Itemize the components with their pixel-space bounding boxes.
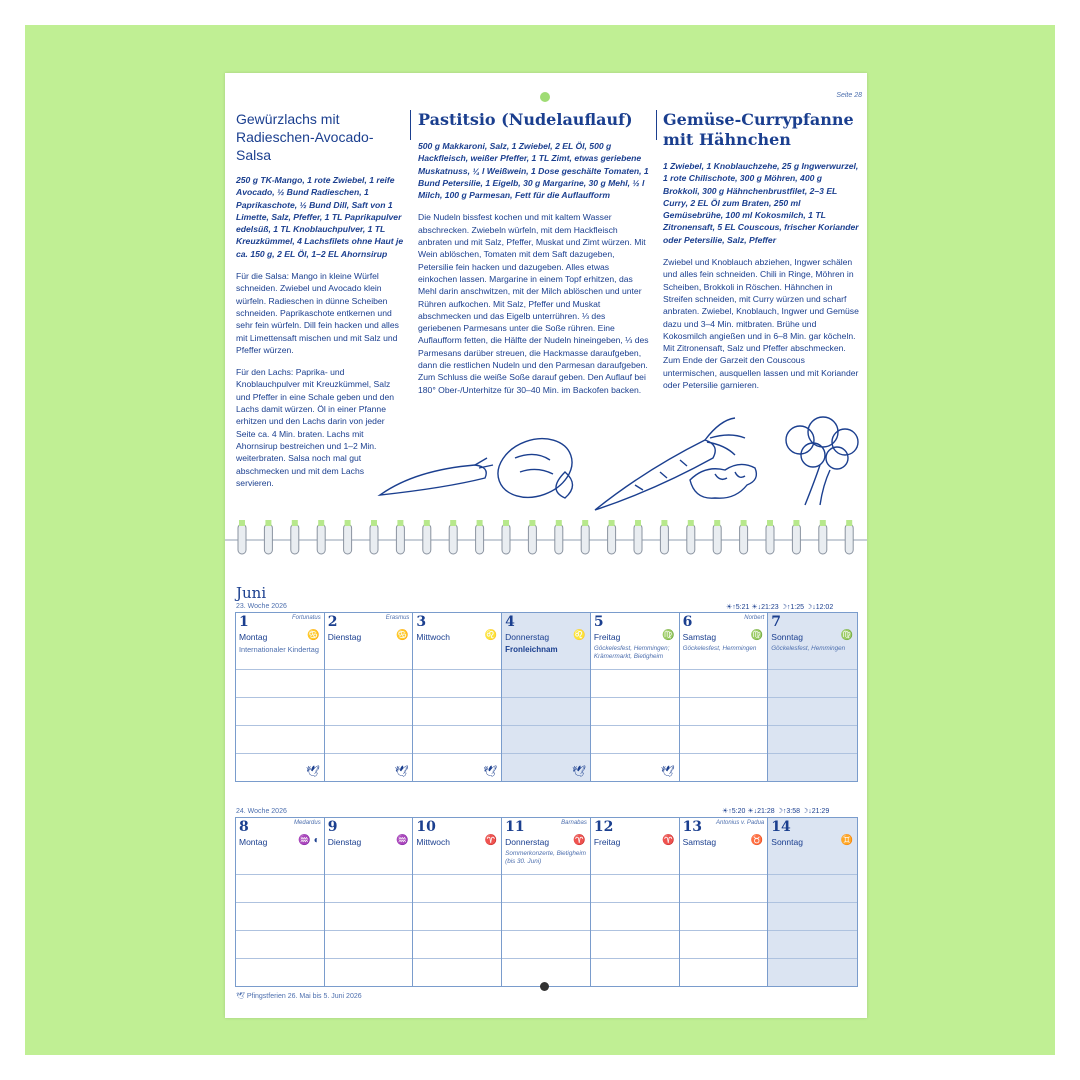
writing-line [768,874,857,875]
column-divider [410,110,411,140]
event-note: Göckelesfest, Hemmingen [682,645,757,652]
writing-line [236,725,324,726]
writing-line [680,669,768,670]
writing-line [768,725,857,726]
writing-line [768,697,857,698]
weekday-name: Freitag [593,837,621,847]
weekday-name: Mittwoch [416,837,450,847]
day-number: 5 [593,614,604,630]
writing-line [325,874,413,875]
spiral-ring [528,524,536,554]
event-note: Internationaler Kindertag [239,645,319,654]
binding-slot [424,520,430,526]
zodiac-icon: ♋ [395,630,409,641]
event-note: Sommerkonzerte, Bietigheim (bis 30. Juni) [505,850,586,865]
parsnip-drawing [380,458,493,495]
writing-line [591,902,679,903]
writing-line [502,669,590,670]
writing-line [325,753,413,754]
day-number: 6 [682,614,693,630]
zodiac-icon: ♈ [484,835,498,846]
zodiac-icon: ♒ [395,835,409,846]
zodiac-icon: ♈ [662,835,675,846]
writing-line [680,697,768,698]
spiral-ring [317,524,325,554]
spiral-ring [555,524,563,554]
writing-line [768,669,857,670]
bird-icon: 🕊 [236,993,247,1000]
day-number: 13 [682,819,703,835]
spiral-ring [396,524,404,554]
weekday-name: Sonntag [771,632,803,642]
writing-line [325,725,413,726]
spiral-ring [608,524,616,554]
recipe-title: Pastitsio (Nudelauflauf) [418,110,633,129]
spiral-ring [291,524,299,554]
weekday-name: Montag [239,837,268,847]
sun-moon-times: ☀↑5:21 ☀↓21:23 ☽↑1:25 ☽↓12:02 [726,604,834,611]
writing-line [680,902,768,903]
zodiac-icon: ♍ [840,630,853,641]
binding-slot [846,520,852,526]
writing-line [325,958,413,959]
writing-line [680,753,768,754]
writing-line [236,697,324,698]
writing-line [236,930,324,931]
recipe-step: Die Nudeln bissfest kochen und mit kaltem Wasser abschrecken. Zwiebeln würfeln, mit dem Hackfleisch anbraten und mit Salz, Pfeffer, Muskat und Zimt würzen. Mit Wein ablöschen, Tomaten mit dem Saft dazugeben, Petersilie fein hacken und dazugeben. Alles etwas einkochen lassen. Margarine in einem Topf erhitzen, das Mehl darin anschwitzen, mit der Milch ablöschen und unter Rühren aufkochen. Mit Salz, Pfeffer und Muskat abschmecken und das Eigelb unterrühren. ⅓ des geriebenen Parmesans unter die Soße rühren. Eine Auflaufform fetten, die Hälfte der Nudeln hineingeben, ⅓ des Parmesans darüber streuen, die Hackmasse daraufgeben, dann die restlichen Nudeln und den Parmesan daraufgeben. Zum Schluss die weiße Soße darauf geben. Den Auflauf bei 180° Ober-/Unterhitze für 30–40 Min. im Backofen backen. [418,212,649,395]
day-cell[interactable] [680,613,769,781]
binding-slot [345,520,351,526]
writing-line [413,753,501,754]
binding-slot [529,520,535,526]
day-number: 10 [416,819,436,835]
binding-slot [503,520,509,526]
recipe-title: Gemüse-Currypfanne mit Hähnchen [663,110,854,149]
school-holiday-bird-icon: 🕊 [660,766,675,778]
writing-line [413,930,501,931]
month-title: Juni [236,584,267,602]
writing-line [413,725,501,726]
saint-name: Norbert [744,615,765,621]
week-grid [235,612,858,782]
writing-line [236,874,324,875]
event-note: Göckelesfest, Hemmingen [771,645,846,652]
carrot-drawing [595,418,745,510]
writing-line [325,902,413,903]
day-cell[interactable] [502,613,591,781]
week-label: 24. Woche 2026 [236,808,287,815]
zodiac-icon: ♋ [307,630,320,641]
writing-line [413,697,501,698]
spiral-ring [819,524,827,554]
day-number: 3 [416,614,427,630]
day-number: 1 [239,614,249,630]
writing-line [413,958,501,959]
writing-line [236,902,324,903]
day-cell[interactable] [768,818,857,986]
day-cell[interactable] [680,818,769,986]
binding-slot [371,520,377,526]
saint-name: Erasmus [385,615,410,621]
writing-line [325,669,413,670]
binding-slot [292,520,298,526]
school-holiday-bird-icon: 🕊 [571,766,586,778]
binding-slot [582,520,588,526]
zodiac-icon: ♈ [573,835,586,846]
binding-slot [450,520,456,526]
zodiac-icon: ♍ [750,630,764,641]
spiral-ring [502,524,510,554]
binding-slot [318,520,324,526]
writing-line [680,958,768,959]
writing-line [236,958,324,959]
binding-slot [556,520,562,526]
school-holiday-bird-icon: 🕊 [483,766,498,778]
vegetable-illustration [375,410,865,515]
writing-line [502,930,590,931]
day-cell[interactable] [413,613,502,781]
weekday-name: Donnerstag [505,632,550,642]
binding-slot [820,520,826,526]
spiral-ring [740,524,748,554]
binding-slot [714,520,720,526]
binding-slot [609,520,615,526]
lemon-drawing [490,429,581,508]
spiral-ring [238,524,246,554]
day-number: 9 [327,819,338,835]
week-label: 23. Woche 2026 [236,603,287,610]
saint-name: Fortunatus [292,615,321,621]
day-number: 8 [239,819,249,835]
day-cell[interactable] [768,613,857,781]
recipe-ingredients: 250 g TK-Mango, 1 rote Zwiebel, 1 reife Avocado, ½ Bund Radieschen, 1 Paprikaschote, ½ Bund Dill, Saft von 1 Limette, Salz, Pfeffer, 1 TL Paprikapulver edelsüß, 1 TL Knoblauchpulver, 1 TL Kreuzkümmel, 4 Lachsfilets ohne Haut je ca. 150 g, 2 EL Öl, 1–2 EL Ahornsirup [236,175,404,259]
hanging-hole [540,92,550,102]
spiral-ring [264,524,272,554]
weekday-name: Samstag [682,632,717,642]
writing-line [236,669,324,670]
day-cell[interactable] [591,818,680,986]
writing-line [502,958,590,959]
spiral-ring [713,524,721,554]
day-number: 7 [771,614,782,630]
binding-slot [741,520,747,526]
spiral-ring [423,524,431,554]
writing-line [768,930,857,931]
writing-line [236,753,324,754]
recipe-ingredients: 500 g Makkaroni, Salz, 1 Zwiebel, 2 EL Öl, 500 g Hackfleisch, weißer Pfeffer, 1 TL Zimt, etwas geriebene Muskatnuss, ¼ l Weißwein, 1 Dose geschälte Tomaten, 1 Bund Petersilie, 1 Eigelb, 30 g Margarine, 30 g Mehl, ½ l Milch, 100 g Parmesan, Fett für die Auflaufform [418,141,649,201]
school-holiday-bird-icon: 🕊 [305,766,320,778]
day-cell[interactable] [502,818,591,986]
writing-line [502,753,590,754]
zodiac-icon: ♍ [662,630,675,641]
day-cell[interactable] [236,818,325,986]
spiral-ring [476,524,484,554]
weekday-name: Freitag [593,632,621,642]
ginger-drawing [690,464,756,498]
day-cell[interactable] [325,818,414,986]
writing-line [502,902,590,903]
spiral-ring [660,524,668,554]
writing-line [768,753,857,754]
binding-slot [767,520,773,526]
binding-slot [397,520,403,526]
saint-name: Medardus [294,820,321,826]
day-number: 2 [327,614,338,630]
school-holiday-note [236,992,362,1000]
footer-text: Pfingstferien 26. Mai bis 5. Juni 2026 [246,993,362,1000]
recipe-column-2 [418,110,650,406]
writing-line [413,902,501,903]
spiral-ring [845,524,853,554]
saint-name: Antonius v. Padua [716,820,765,826]
binding-slot [477,520,483,526]
page-number: Seite 28 [836,92,862,99]
writing-line [413,669,501,670]
day-number: 14 [771,819,791,835]
zodiac-icon: ♌ [573,630,586,641]
binding-slot [239,520,245,526]
spiral-ring [581,524,589,554]
writing-line [591,753,679,754]
writing-line [591,669,679,670]
spiral-ring [449,524,457,554]
zodiac-icon: ♌ [484,630,498,641]
day-cell[interactable] [325,613,414,781]
school-holiday-bird-icon: 🕊 [394,766,409,778]
zodiac-icon: ♒ ◐ [298,835,320,846]
writing-line [591,958,679,959]
day-cell[interactable] [236,613,325,781]
holiday-label: Fronleichnam [505,645,558,654]
sun-moon-times: ☀↑5:20 ☀↓21:28 ☽↑3:58 ☽↓21:29 [722,808,830,815]
spiral-ring [370,524,378,554]
writing-line [768,902,857,903]
writing-line [413,874,501,875]
bottom-hole [540,982,549,991]
writing-line [591,874,679,875]
weekday-name: Sonntag [771,837,803,847]
weekday-name: Donnerstag [505,837,550,847]
saint-name: Barnabas [561,820,587,826]
day-number: 4 [505,614,515,630]
event-note: Göckelesfest, Hemmingen; Krämermarkt, Bietigheim [593,645,670,660]
spiral-ring [344,524,352,554]
writing-line [591,725,679,726]
writing-line [591,930,679,931]
writing-line [502,874,590,875]
week-grid [235,817,858,987]
binding-slot [635,520,641,526]
writing-line [502,725,590,726]
weekday-name: Montag [239,632,268,642]
column-divider [656,110,657,140]
writing-line [680,725,768,726]
writing-line [325,697,413,698]
weekday-name: Samstag [682,837,717,847]
day-cell[interactable] [413,818,502,986]
writing-line [502,697,590,698]
day-number: 11 [505,819,525,835]
weekday-name: Dienstag [327,632,362,642]
day-cell[interactable] [591,613,680,781]
recipe-column-3 [663,110,859,401]
broccoli-drawing [786,417,858,505]
binding-slot [661,520,667,526]
day-number: 12 [593,819,614,835]
recipe-ingredients: 1 Zwiebel, 1 Knoblauchzehe, 25 g Ingwerwurzel, 1 rote Chilischote, 300 g Möhren, 400 g Brokkoli, 300 g Hähnchenbrustfilet, 2–3 EL Curry, 2 EL Öl zum Braten, 250 ml Gemüsebrühe, 100 ml Kokosmilch, 1 TL Zitronensaft, 5 EL Couscous, frischer Koriander oder Petersilie, Salz, Pfeffer [663,161,859,245]
writing-line [325,930,413,931]
binding-slot [265,520,271,526]
writing-line [768,958,857,959]
zodiac-icon: ♊ [840,835,853,846]
writing-line [591,697,679,698]
binding-slot [793,520,799,526]
zodiac-icon: ♉ [750,835,764,846]
recipe-step: Für die Salsa: Mango in kleine Würfel schneiden. Zwiebel und Avocado klein würfeln. Radieschen in dünne Scheiben schneiden. Paprikaschote entkernen und sehr fein würfeln. Dill fein hacken und alles mit Limettensaft mischen und mit Salz und Pfeffer würzen. [236,271,399,355]
spiral-ring [766,524,774,554]
weekday-name: Mittwoch [416,632,450,642]
spiral-binding [225,520,867,560]
recipe-step: Zwiebel und Knoblauch abziehen, Ingwer schälen und alles fein schneiden. Chili in Ringe, Möhren in Scheiben, Brokkoli in Röschen. Hähnchen in Streifen schneiden, mit Curry würzen und scharf anbraten. Zwiebel, Knoblauch, Ingwer und Gemüse dazu und 3–4 Min. mitbraten. Brühe und Kokosmilch angießen und in 6–8 Min. gar köcheln. Mit Zitronensaft, Salz und Pfeffer abschmecken. Zum Ende der Garzeit den Couscous untermischen, ausquellen lassen und mit Koriander oder Petersilie garnieren. [663,257,859,391]
spiral-ring [792,524,800,554]
spiral-ring [687,524,695,554]
recipe-title: Gewürzlachs mit Radieschen-Avocado-Salsa [236,111,374,163]
recipe-step: Für den Lachs: Paprika- und Knoblauchpulver mit Kreuzkümmel, Salz und Pfeffer in eine Schale geben und den Lachs damit würzen. Öl in einer Pfanne erhitzen und den Lachs darin von jeder Seite ca. 4 Min. braten. Lachs mit Ahornsirup bestreichen und 1–2 Min. weiterbraten. Salsa noch mal gut abschmecken und mit dem Lachs servieren. [236,367,394,488]
writing-line [680,930,768,931]
spiral-ring [634,524,642,554]
binding-slot [688,520,694,526]
weekday-name: Dienstag [327,837,362,847]
writing-line [680,874,768,875]
